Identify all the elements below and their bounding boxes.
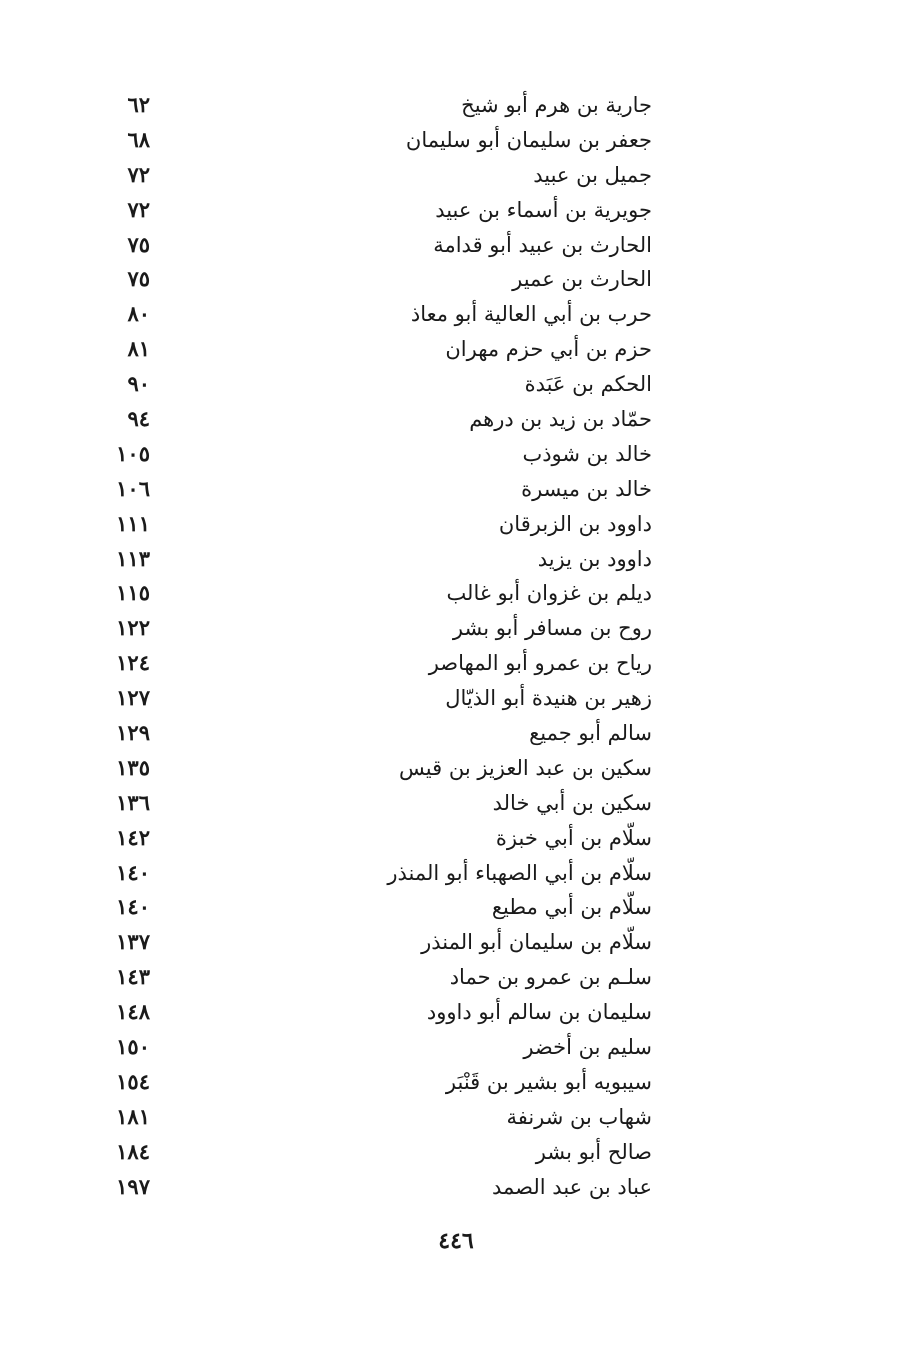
index-entry (100, 890, 652, 925)
entry-name: سكين بن عبد العزيز بن قيس (399, 755, 652, 780)
entry-page-number: ١٠٦ (116, 475, 150, 501)
index-entry (100, 1135, 652, 1170)
entry-page-number: ١٥٤ (116, 1068, 150, 1094)
entry-page-number: ٨١ (127, 336, 150, 362)
entry-page-number: ١٨٤ (116, 1138, 150, 1164)
entry-page-number: ١٢٢ (116, 615, 150, 641)
entry-page-number: ٧٥ (127, 266, 150, 292)
entry-name: خالد بن ميسرة (521, 476, 652, 501)
entry-page-number: ٧٢ (127, 196, 150, 222)
entry-page-number: ١٨١ (116, 1103, 150, 1129)
entry-name: جعفر بن سليمان أبو سليمان (405, 127, 652, 152)
index-entry (100, 681, 652, 716)
entry-name: روح بن مسافر أبو بشر (452, 616, 652, 641)
index-entry (100, 472, 652, 507)
index-entry (100, 960, 652, 995)
entry-name: شهاب بن شرنفة (506, 1104, 652, 1129)
index-entry (100, 437, 652, 472)
index-entry (100, 1170, 652, 1205)
index-entry (100, 297, 652, 332)
index-entry (100, 925, 652, 960)
entry-page-number: ١٣٥ (116, 754, 150, 780)
entry-page-number: ٧٢ (127, 161, 150, 187)
entry-name: سكين بن أبي خالد (492, 790, 652, 815)
entry-page-number: ١٩٧ (116, 1173, 150, 1199)
entry-name: خالد بن شوذب (522, 441, 652, 466)
entry-name: عباد بن عبد الصمد (492, 1174, 652, 1199)
index-entry (100, 856, 652, 891)
entry-page-number: ١٤٠ (116, 859, 150, 885)
entry-name: سلّام بن أبي الصهباء أبو المنذر (387, 860, 652, 885)
index-entry (100, 402, 652, 437)
entry-page-number: ١٥٠ (116, 1034, 150, 1060)
entry-page-number: ٦٨ (127, 126, 150, 152)
entry-page-number: ١١١ (116, 510, 150, 536)
entry-name: سالم أبو جميع (529, 721, 652, 746)
entry-name: سلّام بن أبي مطيع (491, 895, 652, 920)
entry-name: سلـم بن عمرو بن حماد (449, 965, 652, 990)
entry-name: داوود بن يزيد (537, 546, 652, 571)
index-entry (100, 646, 652, 681)
entry-page-number: ١٢٧ (116, 685, 150, 711)
entry-page-number: ١٤٢ (116, 824, 150, 850)
entry-page-number: ٩٤ (127, 406, 150, 432)
entry-name: داوود بن الزبرقان (498, 511, 652, 536)
entry-name: الحكم بن عَبَدة (524, 372, 652, 397)
entry-page-number: ١٤٠ (116, 894, 150, 920)
index-entry (100, 751, 652, 786)
entry-name: سلّام بن أبي خبزة (495, 825, 652, 850)
entry-page-number: ١١٥ (116, 580, 150, 606)
entry-page-number: ١٢٩ (116, 720, 150, 746)
index-entry (100, 786, 652, 821)
entry-page-number: ١٤٨ (116, 999, 150, 1025)
entry-name: حرب بن أبي العالية أبو معاذ (410, 302, 652, 327)
index-entry (100, 367, 652, 402)
index-entry (100, 158, 652, 193)
index-entry (100, 228, 652, 263)
entry-page-number: ٩٠ (127, 371, 150, 397)
index-entry (100, 542, 652, 577)
entry-name: ديلم بن غزوان أبو غالب (446, 581, 652, 606)
entry-name: سليمان بن سالم أبو داوود (426, 1000, 652, 1025)
entry-name: زهير بن هنيدة أبو الذيّال (445, 686, 652, 711)
entry-page-number: ١٤٣ (116, 964, 150, 990)
entry-name: جميل بن عبيد (533, 162, 652, 187)
entry-name: حزم بن أبي حزم مهران (445, 337, 652, 362)
index-entry (100, 1065, 652, 1100)
page-number: ٤٤٦ (438, 1228, 474, 1254)
index-entry (100, 193, 652, 228)
index-entry (100, 262, 652, 297)
entry-page-number: ١٢٤ (116, 650, 150, 676)
entry-name: رياح بن عمرو أبو المهاصر (428, 651, 652, 676)
index-entry (100, 611, 652, 646)
index-entry (100, 716, 652, 751)
index-entry (100, 1030, 652, 1065)
index-entry (100, 1100, 652, 1135)
entry-page-number: ١٣٦ (116, 789, 150, 815)
entry-page-number: ٧٥ (127, 231, 150, 257)
entry-name: صالح أبو بشر (535, 1139, 652, 1164)
entry-name: حمّاد بن زيد بن درهم (469, 407, 652, 432)
index-entry (100, 995, 652, 1030)
entry-name: سليم بن أخضر (523, 1035, 652, 1060)
entry-name: جارية بن هرم أبو شيخ (461, 93, 652, 117)
index-entry (100, 332, 652, 367)
index-entry (100, 123, 652, 158)
entry-name: الحارث بن عبيد أبو قدامة (433, 232, 652, 257)
entry-name: جويرية بن أسماء بن عبيد (435, 197, 652, 222)
index-list (100, 88, 652, 1205)
entry-name: سلّام بن سليمان أبو المنذر (421, 930, 652, 955)
entry-page-number: ٦٢ (127, 92, 150, 117)
entry-name: سيبويه أبو بشير بن قَنْبَر (445, 1069, 652, 1094)
entry-page-number: ١٣٧ (116, 929, 150, 955)
entry-page-number: ١٠٥ (116, 440, 150, 466)
index-entry (100, 88, 652, 123)
entry-page-number: ١١٣ (116, 545, 150, 571)
index-entry (100, 821, 652, 856)
entry-page-number: ٨٠ (127, 301, 150, 327)
index-entry (100, 507, 652, 542)
entry-name: الحارث بن عمير (512, 267, 652, 292)
index-entry (100, 576, 652, 611)
